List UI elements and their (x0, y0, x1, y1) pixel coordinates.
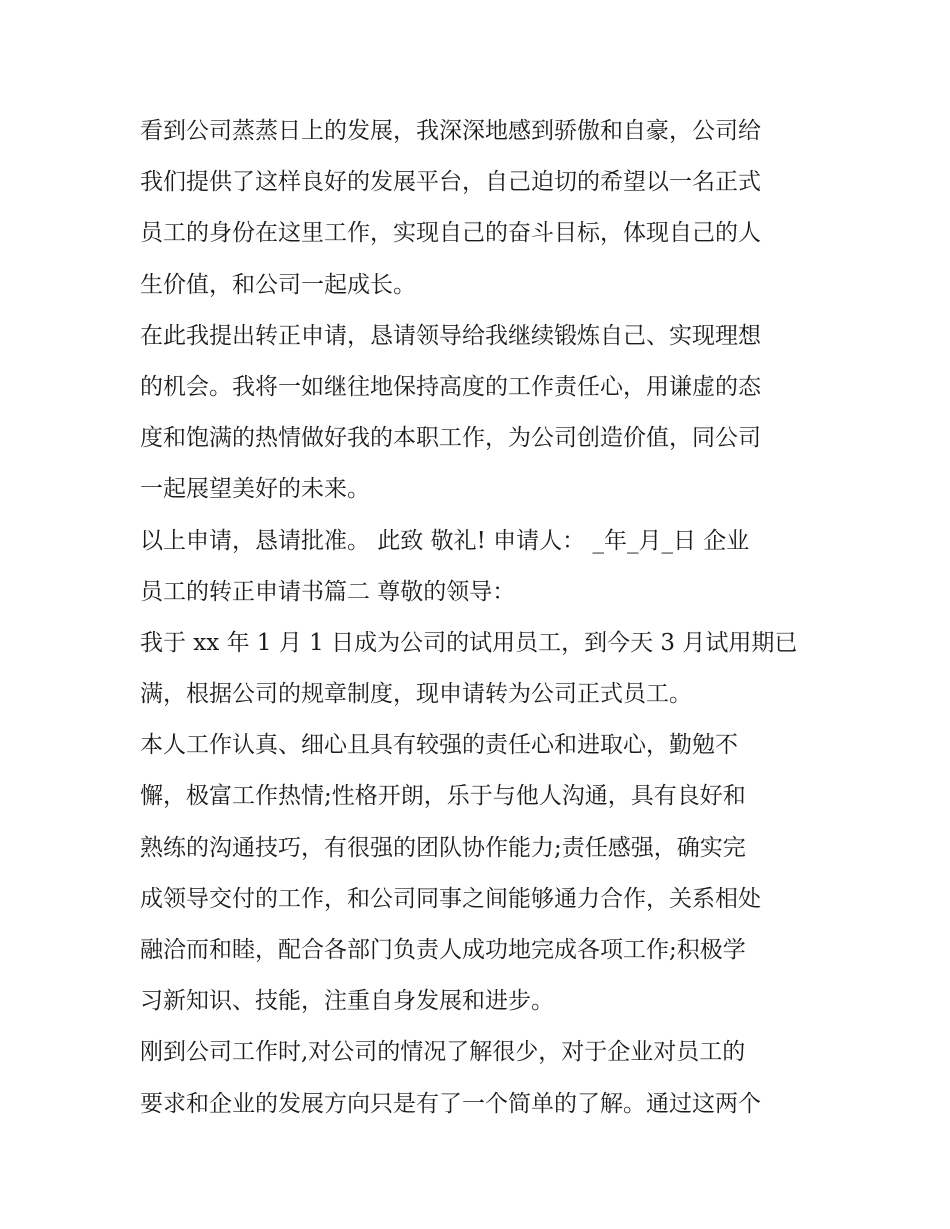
text-line: 融洽而和睦，配合各部门负责人成功地完成各项工作;积极学 (140, 937, 746, 963)
text-line: 成领导交付的工作，和公司同事之间能够通力合作，关系相处 (140, 885, 761, 912)
text-line: 看到公司蒸蒸日上的发展，我深深地感到骄傲和自豪，公司给 (140, 118, 761, 144)
text-line: 生价值，和公司一起成长。 (140, 271, 416, 298)
text-line: 在此我提出转正申请，恳请领导给我继续锻炼自己、实现理想 (140, 322, 761, 349)
paragraph-probation-period (140, 618, 815, 720)
text-line: 熟练的沟通技巧，有很强的团队协作能力;责任感强，确实完 (140, 834, 746, 861)
text-line: 刚到公司工作时,对公司的情况了解很少，对于企业对员工的 (140, 1039, 746, 1066)
text-line: 我们提供了这样良好的发展平台，自己迫切的希望以一名正式 (140, 169, 761, 196)
paragraph-company-development (140, 106, 815, 311)
text-line: 我于 xx 年 1 月 1 日成为公司的试用员工，到今天 3 月试用期已 (140, 629, 798, 656)
paragraph-self-evaluation (140, 720, 815, 1027)
text-line: 员工的转正申请书篇二 尊敬的领导： (140, 578, 516, 605)
paragraph-initial-experience (140, 1027, 815, 1129)
paragraph-closing-and-section-two (140, 516, 815, 618)
text-line: 懈，极富工作热情;性格开朗，乐于与他人沟通，具有良好和 (140, 783, 746, 810)
text-line: 习新知识、技能，注重自身发展和进步。 (140, 988, 554, 1015)
text-line: 的机会。我将一如继往地保持高度的工作责任心，用谦虚的态 (140, 373, 761, 400)
text-line: 要求和企业的发展方向只是有了一个简单的了解。通过这两个 (140, 1090, 761, 1117)
text-line: 以上申请，恳请批准。 此致 敬礼! 申请人： _年_月_日 企业 (140, 527, 750, 554)
text-line: 员工的身份在这里工作，实现自己的奋斗目标，体现自己的人 (140, 220, 761, 247)
document-body (140, 106, 815, 1130)
text-line: 满，根据公司的规章制度，现申请转为公司正式员工。 (140, 681, 692, 708)
paragraph-application-request (140, 311, 815, 516)
text-line: 一起展望美好的未来。 (140, 476, 370, 503)
text-line: 本人工作认真、细心且具有较强的责任心和进取心，勤勉不 (140, 732, 738, 759)
text-line: 度和饱满的热情做好我的本职工作，为公司创造价值，同公司 (140, 425, 761, 452)
